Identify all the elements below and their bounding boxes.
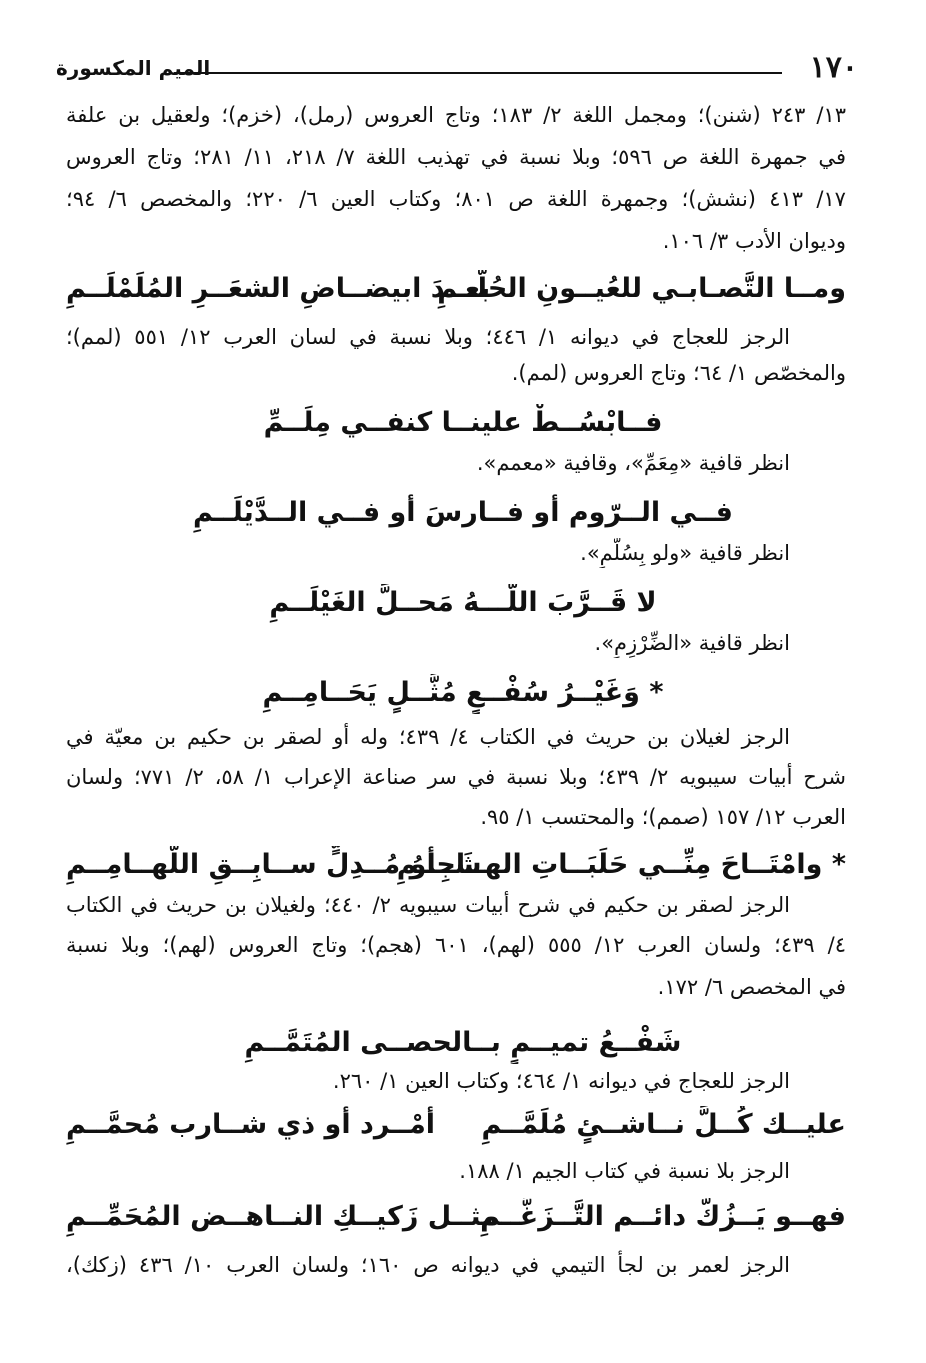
verse-line: * وَغَيْــرُ سُفْــعٍ مُثَّــلٍ يَحَــامِــمِ [262,677,664,708]
footnote-line: الرجز بلا نسبة في كتاب الجيم ١/ ١٨٨. [459,1159,790,1183]
footnote-line: الرجز لعمر بن لجأ التيمي في ديوانه ص ١٦٠؛ ولسان العرب ١٠/ ٤٣٦ (زكك)، [66,1253,790,1277]
footnote-line: في المخصص ٦/ ١٧٢. [657,975,846,999]
verse-line: شَفْــعُ تميــمٍ بــالحصــى المُتَمَّــمِ [244,1027,682,1058]
page-header [56,50,858,84]
footnote-line: الرجز لغيلان بن حريث في الكتاب ٤/ ٤٣٩؛ وله أو لصقر بن حكيم بن معيّة في [66,725,790,749]
second-hemistich: بعــدَ ابيضــاضِ الشعَــرِ المُلَمْلَــمِ [66,273,491,304]
footnote-line: ١٣/ ٢٤٣ (شنن)؛ ومجمل اللغة ٢/ ١٨٣؛ وتاج العروس (رمل)، (خزم)؛ ولعقيل بن علفة [66,103,846,127]
footnote-line: الرجز للعجاج في ديوانه ١/ ٤٤٦؛ وبلا نسبة في لسان العرب ١٢/ ٥٥١ (لمم)؛ [66,325,790,349]
footnote-line: شرح أبيات سيبويه ٢/ ٤٣٩؛ وبلا نسبة في سر صناعة الإعراب ١/ ٥٨، ٢/ ٧٧١؛ ولسان [66,765,846,789]
second-hemistich: أمْــرد أو ذي شــارب مُحمَّــمِ [66,1109,436,1140]
footnote-line: ١٧/ ٤١٣ (نشش)؛ وجمهرة اللغة ص ٨٠١؛ وكتاب العين ٦/ ٢٢٠؛ والمخصص ٦/ ٩٤؛ [66,187,846,211]
first-hemistich: فهــو يَــزُكُّ دائــم التَّــزَغُّــمِ [480,1201,846,1232]
verse-line: فــي الــرّوم أو فــارسَ أو فــي الــدَّيْلَــمِ [193,497,733,528]
footnote-line: انظر قافية «ولو بِسُلَّمِ». [580,541,790,565]
header-rule [174,72,782,74]
second-hemistich: شَــأوُ مُــدِلٍّ ســابِــقِ اللَّهــامِــمِ [66,849,482,880]
footnote-line: الرجز للعجاج في ديوانه ١/ ٤٦٤؛ وكتاب العين ١/ ٢٦٠. [332,1069,790,1093]
verse-couplet [66,270,846,310]
footnote-line: الرجز لصقر بن حكيم في شرح أبيات سيبويه ٢/ ٤٤٠؛ ولغيلان بن حريث في الكتاب [66,893,790,917]
footnote-line: في جمهرة اللغة ص ٥٩٦؛ وبلا نسبة في تهذيب اللغة ٧/ ٢١٨، ١١/ ٢٨١؛ وتاج العروس [66,145,846,169]
verse-line: لا قَــرَّبَ اللَّـــهُ مَحــلَّ الغَيْلَــمِ [269,587,657,618]
second-hemistich: مثــل زَكيــكِ النــاهــض المُحَمِّــمِ [66,1201,499,1232]
first-hemistich: ومــا التَّصـابـي للعُيــونِ الحُلَّــمِ [437,273,846,304]
footnote-line: العرب ١٢/ ١٥٧ (صمم)؛ والمحتسب ١/ ٩٥. [480,805,846,829]
footnote-line: انظر قافية «الضِّرْزِمِ». [594,631,790,655]
footnote-line: والمخصّص ١/ ٦٤؛ وتاج العروس (لمم). [511,361,846,385]
verse-couplet [66,1198,846,1238]
section-title: الميم المكسورة [56,56,211,80]
page-number: ١٧٠ [809,50,858,85]
footnote-line: ٤/ ٤٣٩؛ ولسان العرب ١٢/ ٥٥٥ (لهم)، ٦٠١ (هجم)؛ وتاج العروس (لهم)؛ وبلا نسبة [66,933,846,957]
first-hemistich: عليــك كُــلَّ نــاشــئٍ مُلَمَّــمِ [481,1109,846,1140]
footnote-line: وديوان الأدب ٣/ ١٠٦. [662,229,846,253]
verse-line: فــابْسُــطْ علينــا كنفــي مِلَــمِّ [263,407,663,438]
first-hemistich: * وامْتَــاحَ مِنِّــي حَلَبَــاتِ الهــاجِــمِ [396,849,846,880]
verse-couplet [66,846,846,886]
footnote-line: انظر قافية «مِعَمِّ»، وقافية «معمم». [476,451,790,475]
verse-couplet [66,1106,846,1146]
